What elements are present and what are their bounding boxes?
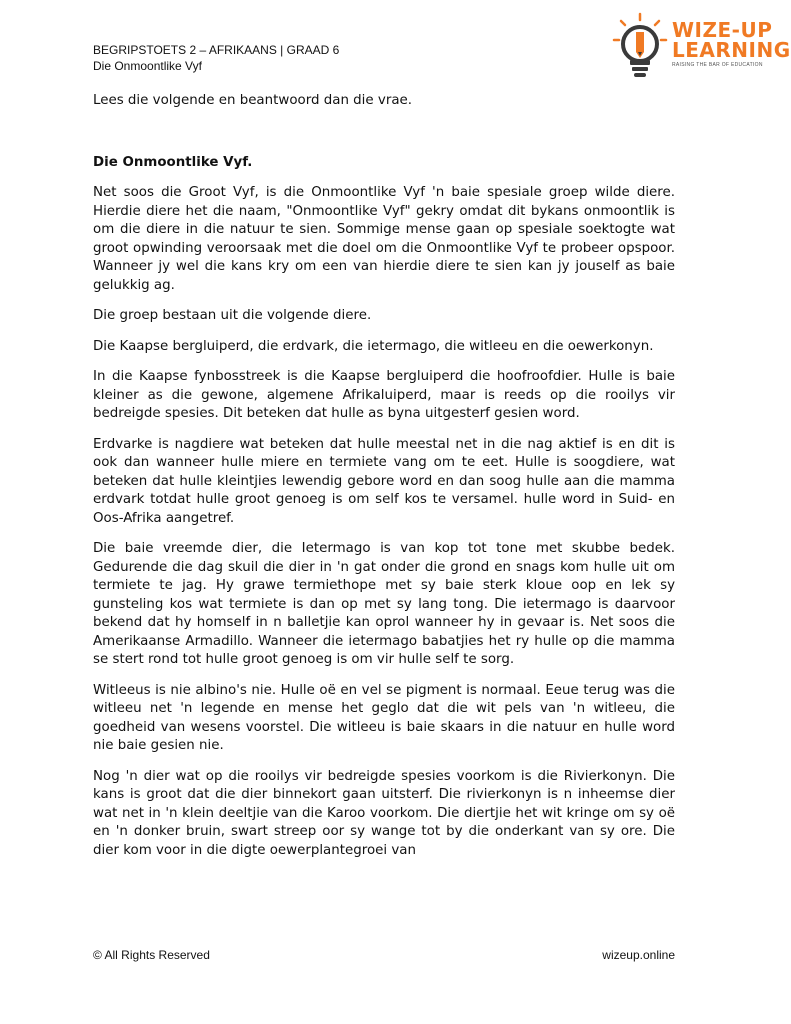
paragraph: Die groep bestaan uit die volgende diere. [93,308,372,323]
copyright-notice: © All Rights Reserved [93,948,210,962]
document-body [93,92,675,872]
logo-line-1: WIZE-UP [672,18,773,42]
paragraph: In die Kaapse fynbosstreek is die Kaapse bergluiperd die hoofroofdier. Hulle is baie kleiner as die gewone, algemene Afrikaluiperd, maar is reeds op die rooilys vir bedreigde spesies. Dit beteken dat hulle as byna uitgesterf gesien word. [93,369,675,421]
paragraph: Die Kaapse bergluiperd, die erdvark, die ietermago, die witleeu en die oewerkonyn. [93,338,654,354]
lightbulb-pencil-icon [612,12,668,82]
header-title: BEGRIPSTOETS 2 – AFRIKAANS | GRAAD 6 [93,43,340,57]
document-header [93,42,339,74]
logo-tagline: RAISING THE BAR OF EDUCATION [672,62,763,68]
paragraph: Die baie vreemde dier, die Ietermago is van kop tot tone met skubbe bedek. Gedurende die dag skuil die dier in 'n gat onder die grond en snags kom hulle uit om termiete te jag. Hy grawe termiethope met sy baie sterk kloue oop en lek sy gunsteling kos wat termiete is dan op met sy lang tong. Die ietermago is daarvoor bekend dat hy homself in n balletjie kan oprol wanneer hy in gevaar is. Net soos die Amerikaanse Armadillo. Wanneer die ietermago babatjies het ry hulle op die mamma se stert rond tot hulle groot genoeg is om vir hulle self te sorg. [93,541,675,667]
header-subtitle: Die Onmoontlike Vyf [93,59,202,73]
website-url: wizeup.online [602,948,675,962]
paragraph: Nog 'n dier wat op die rooilys vir bedreigde spesies voorkom is die Rivierkonyn. Die kans is groot dat die dier binnekort gaan uitsterf. Die rivierkonyn is n inheemse dier wat net in 'n klein deeltjie van die Karoo voorkom. Die diertjie het wit kringe om sy oë en 'n donker bruin, swart streep oor sy wange tot by die onderkant van sy ore. Die dier kom voor in die digte oewerplantegroei van [93,768,675,858]
paragraph: Net soos die Groot Vyf, is die Onmoontlike Vyf 'n baie spesiale groep wilde diere. Hierdie diere het die naam, "Onmoontlike Vyf" gekry omdat dit bykans onmoontlik is om die diere in die natuur te sien. Sommige mense gaan op spesiale soektogte wat groot opwinding veroorsaak met die doel om die Onmoontlike Vyf te probeer opspoor. Wanneer jy wel die kans kry om een van hierdie diere te sien kan jy jouself as baie gelukkig ag. [93,185,675,293]
logo-line-2: LEARNING [672,38,791,62]
paragraph: Erdvarke is nagdiere wat beteken dat hulle meestal net in die nag aktief is en dit is ook dan wanneer hulle miere en termiete vang om te eet. Hulle is soogdiere, wat beteken dat hulle kleintjies lewendig gebore word en dan soog hulle aan die mamma erdvark totdat hulle groot genoeg is om self kos te versamel. hulle word in Suid- en Oos-Afrika aangetref. [93,436,675,526]
logo-text [672,20,791,68]
instruction-text: Lees die volgende en beantwoord dan die vrae. [93,93,413,108]
story-title: Die Onmoontlike Vyf. [93,154,253,170]
wizeup-logo [612,12,791,82]
paragraph: Witleeus is nie albino's nie. Hulle oë en vel se pigment is normaal. Eeue terug was die witleeu net 'n legende en mense het geglo dat die wit pels van 'n witleeu, die goedheid van wesens voorstel. Die witleeu is baie skaars in die natuur en hulle word nie baie gesien nie. [93,682,675,753]
